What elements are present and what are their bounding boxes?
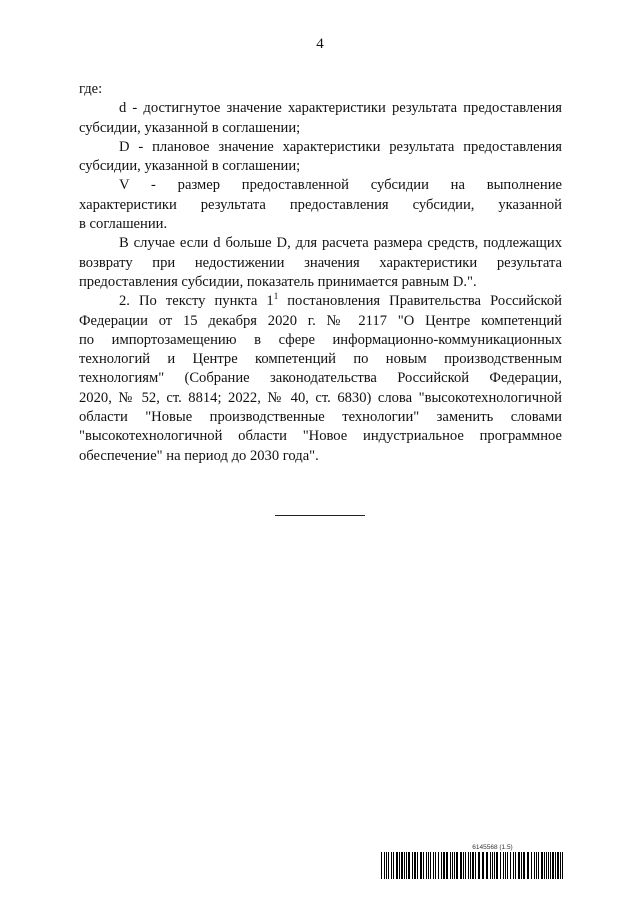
text-line: d - достигнутое значение характеристики результата предоставления: [119, 100, 562, 117]
barcode-label: 6145568 (1.5): [472, 844, 513, 851]
text-line: предоставления субсидии, показатель принимается равным D.".: [79, 273, 477, 290]
text-line: "высокотехнологичной области "Новое индустриальное программное: [79, 428, 562, 445]
paragraph-formula-definitions: [79, 80, 562, 292]
text-line: по импортозамещению в сфере информационно-коммуникационных: [79, 331, 562, 348]
superscript: 1: [273, 291, 279, 302]
text-line: области "Новые производственные технологии" заменить словами: [79, 409, 562, 426]
barcode-block: [381, 843, 564, 879]
text-line: характеристики результата предоставления субсидии, указанной: [79, 196, 562, 213]
text-line: В случае если d больше D, для расчета размера средств, подлежащих: [119, 235, 562, 252]
paragraph-amendment: [79, 292, 562, 466]
text-line: Федерации от 15 декабря 2020 г. № 2117 "О Центре компетенций: [79, 312, 562, 329]
text-line: субсидии, указанной в соглашении;: [79, 119, 301, 136]
text-line: в соглашении.: [79, 216, 168, 233]
text-line: V - размер предоставленной субсидии на выполнение: [119, 177, 562, 194]
text-line: технологий и Центре компетенций по новым производственным: [79, 351, 562, 368]
text-line: 2020, № 52, ст. 8814; 2022, № 40, ст. 6830) слова "высокотехнологичной: [79, 389, 562, 406]
text-line: субсидии, указанной в соглашении;: [79, 158, 301, 175]
page-number: 4: [316, 36, 324, 52]
text-line: технологиям" (Собрание законодательства Российской Федерации,: [79, 370, 562, 387]
text-line: возврату при недостижении значения характеристики результата: [79, 254, 562, 271]
text-line: 2. По тексту пункта $1^1$ постановления Правительства Российской: [119, 291, 562, 310]
document-body: [79, 80, 562, 466]
text-line: где:: [79, 81, 103, 97]
barcode-icon: [381, 852, 564, 879]
text-line: обеспечение" на период до 2030 года".: [79, 447, 319, 464]
text-line: D - плановое значение характеристики результата предоставления: [119, 138, 562, 155]
end-divider: [275, 515, 365, 516]
